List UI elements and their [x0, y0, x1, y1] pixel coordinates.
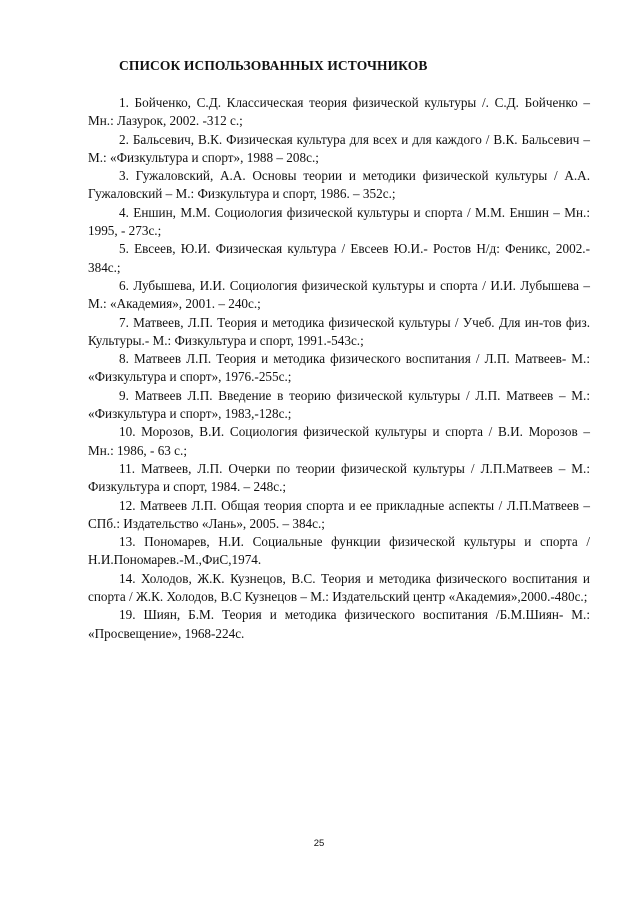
reference-item: 13. Пономарев, Н.И. Социальные функции физической культуры и спорта / Н.И.Пономарев.-М.,ФиС,1974.: [88, 534, 590, 568]
reference-item: 10. Морозов, В.И. Социология физической культуры и спорта / В.И. Морозов – Мн.: 1986, - 63 с.;: [88, 424, 590, 458]
document-page: [88, 58, 590, 643]
reference-item: 3. Гужаловский, А.А. Основы теории и методики физической культуры / А.А. Гужаловский – М.: Физкультура и спорт, 1986. – 352с.;: [88, 168, 590, 202]
reference-list: [88, 94, 590, 643]
reference-item: 11. Матвеев, Л.П. Очерки по теории физической культуры / Л.П.Матвеев – М.: Физкультура и спорт, 1984. – 248с.;: [88, 460, 590, 495]
reference-item: 2. Бальсевич, В.К. Физическая культура для всех и для каждого / В.К. Бальсевич – М.: «Физкультура и спорт», 1988 – 208с.;: [88, 131, 590, 165]
reference-item: 14. Холодов, Ж.К. Кузнецов, В.С. Теория и методика физического воспитания и спорта / Ж.К. Холодов, В.С Кузнецов – М.: Издательский центр «Академия»,2000.-480с.;: [88, 570, 590, 605]
page-title: СПИСОК ИСПОЛЬЗОВАННЫХ ИСТОЧНИКОВ: [119, 58, 428, 73]
reference-item: 1. Бойченко, С.Д. Классическая теория физической культуры /. С.Д. Бойченко – Мн.: Лазурок, 2002. -312 с.;: [88, 95, 590, 129]
reference-item: 5. Евсеев, Ю.И. Физическая культура / Евсеев Ю.И.- Ростов Н/д: Феникс, 2002.- 384с.;: [88, 241, 590, 275]
page-number: 25: [313, 838, 325, 849]
reference-item: 6. Лубышева, И.И. Социология физической культуры и спорта / И.И. Лубышева – М.: «Академия», 2001. – 240с.;: [88, 277, 590, 312]
reference-item: 9. Матвеев Л.П. Введение в теорию физической культуры / Л.П. Матвеев – М.: «Физкультура и спорт», 1983,-128с.;: [88, 387, 590, 422]
reference-item: 4. Еншин, М.М. Социология физической культуры и спорта / М.М. Еншин – Мн.: 1995, - 273с.;: [88, 204, 590, 239]
reference-item: 19. Шиян, Б.М. Теория и методика физического воспитания /Б.М.Шиян- М.: «Просвещение», 1968-224с.: [88, 607, 590, 641]
reference-item: 8. Матвеев Л.П. Теория и методика физического воспитания / Л.П. Матвеев- М.: «Физкультура и спорт», 1976.-255с.;: [88, 351, 590, 385]
reference-item: 7. Матвеев, Л.П. Теория и методика физической культуры / Учеб. Для ин-тов физ. Культуры.- М.: Физкультура и спорт, 1991.-543с.;: [88, 314, 590, 348]
reference-item: 12. Матвеев Л.П. Общая теория спорта и ее прикладные аспекты / Л.П.Матвеев – СПб.: Издательство «Лань», 2005. – 384с.;: [88, 497, 590, 531]
